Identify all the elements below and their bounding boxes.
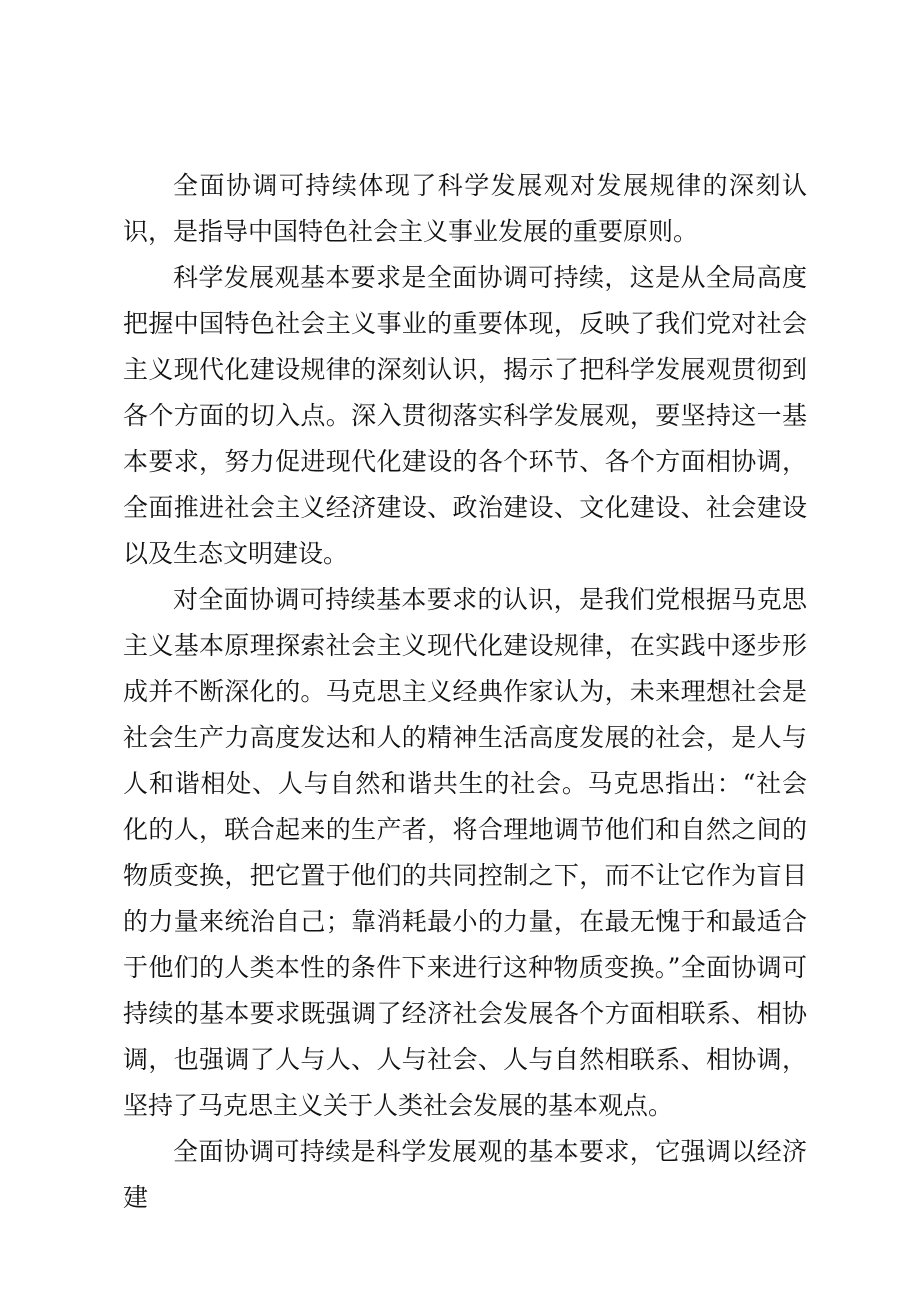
body-text: [123, 163, 807, 1221]
paragraph-2: 科学发展观基本要求是全面协调可持续，这是从全局高度把握中国特色社会主义事业的重要体现，反映了我们党对社会主义现代化建设规律的深刻认识，揭示了把科学发展观贯彻到各个方面的切入点。深入贯彻落实科学发展观，要坚持这一基本要求，努力促进现代化建设的各个环节、各个方面相协调，全面推进社会主义经济建设、政治建设、文化建设、社会建设以及生态文明建设。: [123, 263, 807, 568]
paragraph-4: 全面协调可持续是科学发展观的基本要求，它强调以经济建: [123, 1137, 807, 1212]
paragraph-3: 对全面协调可持续基本要求的认识，是我们党根据马克思主义基本原理探索社会主义现代化建设规律，在实践中逐步形成并不断深化的。马克思主义经典作家认为，未来理想社会是社会生产力高度发达和人的精神生活高度发展的社会，是人与人和谐相处、人与自然和谐共生的社会。马克思指出：“社会化的人，联合起来的生产者，将合理地调节他们和自然之间的物质变换，把它置于他们的共同控制之下，而不让它作为盲目的力量来统治自己；靠消耗最小的力量，在最无愧于和最适合于他们的人类本性的条件下来进行这种物质变换。”全面协调可持续的基本要求既强调了经济社会发展各个方面相联系、相协调，也强调了人与人、人与社会、人与自然相联系、相协调，坚持了马克思主义关于人类社会发展的基本观点。: [123, 585, 807, 1120]
paragraph-1: 全面协调可持续体现了科学发展观对发展规律的深刻认识，是指导中国特色社会主义事业发展的重要原则。: [123, 171, 807, 246]
